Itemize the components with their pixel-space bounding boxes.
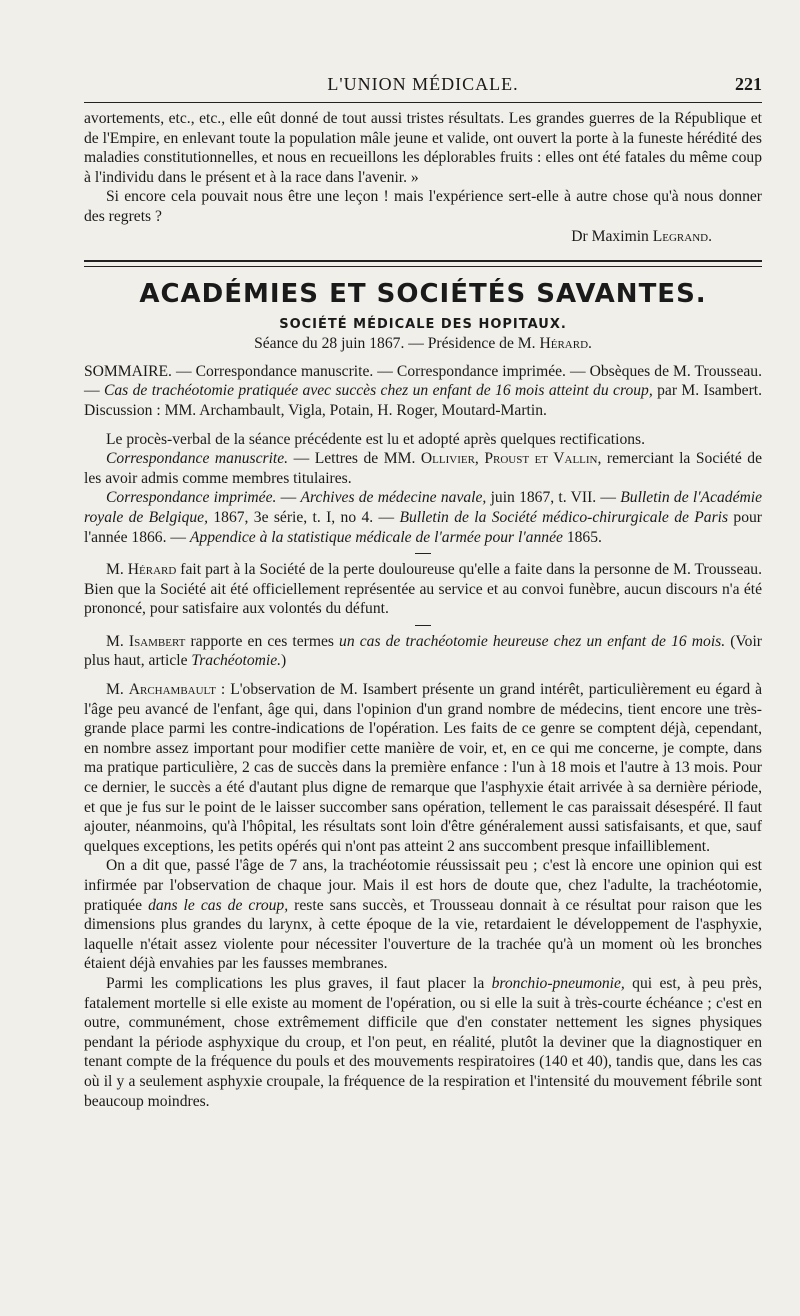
arch-text-1: M. — [106, 681, 129, 699]
separator-dash — [415, 625, 431, 626]
corr-manus-text-2: remerciant la Société de les avoir admis comme membres titulaires. — [84, 450, 762, 487]
corr-imp-i1: Archives de médecine navale, — [300, 489, 487, 507]
intro-paragraph-1: avortements, etc., etc., elle eût donné de tout aussi tristes résultats. Les grandes guerres de la République et de l'Empire, en enlevant toute la population mâle jeune et valide, ont ouvert la porte à la funeste hérédité des maladies constitutionnelles, et nous en recueillons les déplorables fruits : elles ont été fatales du même coup à l'individu dans le présent et à la race dans l'avenir. » — [84, 110, 762, 186]
intro-paragraph-2: Si encore cela pouvait nous être une leçon ! mais l'expérience sert-elle à autre chose qu'à nous donner des regrets ? — [84, 188, 762, 225]
isambert-text-4: ) — [281, 652, 287, 670]
correspondance-imprimee-paragraph — [84, 488, 762, 547]
isambert-italic: un cas de trachéotomie heureuse chez un enfant de 16 mois. — [339, 632, 726, 650]
compl-text-1: Parmi les complications les plus graves, il faut placer la — [106, 974, 492, 992]
spacer — [84, 671, 762, 680]
summary-italic: Cas de trachéotomie pratiquée avec succès chez un enfant de 16 mois atteint du croup, — [103, 382, 653, 400]
age-text-1: On a dit que, passé l'âge de 7 ans, la trachéotomie réussissait peu ; c'est là encore une opinion qui est infirmée par l'observation de chaque jour. Mais il est hors de doute que, chez l'adulte, la trachéotomie, pratiquée — [84, 857, 762, 914]
isambert-italic-2: Trachéotomie. — [191, 652, 282, 670]
complications-paragraph — [84, 974, 762, 1111]
session-line — [84, 334, 762, 354]
compl-text-2: qui est, à peu près, fatalement mortelle si elle existe au moment de l'opération, ou si elle la suit à très-courte échéance ; c'est en outre, communément, chose extrêmement difficile que d'en constater nettement les signes physiques pendant la période asphyxique du croup, et l'on peut, en réalité, plutôt la deviner que la diagnostiquer en tenant compte de la fréquence du pouls et des mouvements respiratoires (140 et 40), tandis que, dans les cas où il y a seulement asphyxie croupale, la fréquence de la respiration et l'intensité du mouvement fébrile sont beaucoup moindres. — [84, 974, 762, 1110]
proces-verbal-paragraph: Le procès-verbal de la séance précédente est lu et adopté après quelques rectifications. — [106, 430, 646, 448]
corr-imp-t4: pour l'année 1866. — — [84, 508, 762, 546]
corr-imp-t1: — — [276, 489, 301, 507]
section-title: ACADÉMIES ET SOCIÉTÉS SAVANTES. — [139, 279, 707, 310]
separator-dash — [415, 553, 431, 554]
isambert-paragraph — [84, 632, 762, 671]
corr-imp-t5: 1865. — [562, 528, 602, 546]
corr-imp-i3: Bulletin de la Société médico-chirurgicale de Paris — [399, 508, 729, 526]
arch-name: Archambault — [128, 681, 216, 699]
session-prefix: Séance du 28 juin 1867. — Présidence de M. — [254, 335, 540, 353]
corr-imp-t3: 1867, 3e série, t. I, no 4. — — [208, 508, 400, 526]
isambert-text-1: M. — [106, 632, 129, 650]
summary-paragraph — [84, 362, 762, 421]
corr-manus-names: Ollivier, Proust et Vallin, — [420, 450, 602, 468]
running-head — [84, 72, 762, 103]
corr-imp-label: Correspondance imprimée. — [106, 489, 277, 507]
corr-manus-text: — Lettres de MM. — [288, 450, 421, 468]
isambert-name: Isambert — [128, 632, 186, 650]
compl-italic: bronchio-pneumonie, — [491, 974, 625, 992]
section-rule — [84, 260, 762, 267]
arch-text-2: : L'observation de M. Isambert présente un grand intérêt, particulièrement eu égard à l'âge peu avancé de l'enfant, âge qui, dans l'opinion d'un grand nombre de médecins, tient encore une très-grande place parmi les contre-indications de l'opération. Les faits de ce genre se comptent déjà, cependant, en nombre assez important pour modifier cette manière de voir, et, en ce qui me concerne, je compte, dans ma pratique particulière, 2 cas de succès dans la première enfance : l'un à 18 mois et l'autre à 13 mois. Pour ce dernier, le succès a été d'autant plus digne de remarque que l'asphyxie était arrivée à sa dernière période, et que je fus sur le point de le laisser succomber sans opération, tellement le cas paraissait désespéré. Il faut ajouter, néanmoins, qu'à l'hôpital, les résultats sont loin d'être généralement aussi satisfaisants, et que, sauf quelques exceptions, les petits opérés qui n'ont pas atteint 2 ans succombent presque infailliblement. — [84, 681, 762, 855]
isambert-text-2: rapporte en ces termes — [185, 632, 340, 650]
corr-imp-t2: juin 1867, t. VII. — — [486, 489, 621, 507]
corr-manus-label: Correspondance manuscrite. — [106, 450, 289, 468]
herard-name: Hérard — [127, 561, 177, 579]
page-number: 221 — [735, 74, 762, 94]
spacer — [84, 421, 762, 430]
author-signature — [84, 227, 762, 247]
herard-text-2: fait part à la Société de la perte douloureuse qu'elle a faite dans la personne de M. Trousseau. Bien que la Société ait été officiellement représentée au service et au convoi funèbre, aucun discours n'a été prononcé, pour satisfaire aux volontés du défunt. — [84, 561, 762, 618]
herard-paragraph — [84, 560, 762, 619]
archambault-paragraph — [84, 680, 762, 856]
session-president: Hérard. — [539, 335, 592, 353]
age-text-2: reste sans succès, et Trousseau donnait à ce résultat pour raison que les dimensions plus grandes du larynx, à cette époque de la vie, retardaient le développement de l'asphyxie, laquelle n'était assez violente pour nécessiter l'ouverture de la trachée qu'à un moment où les bronches étaient déjà envahies par les fausses membranes. — [84, 896, 763, 973]
summary-lead: SOMMAIRE. — Correspondance manuscrite. — Correspondance imprimée. — Obsèques de M. Trousseau. — — [84, 362, 762, 400]
signature-prefix: Dr Maximin — [571, 227, 653, 245]
age-paragraph — [84, 856, 762, 974]
society-title: SOCIÉTÉ MÉDICALE DES HOPITAUX. — [279, 317, 567, 333]
corr-imp-i2: Bulletin de l'Académie royale de Belgique, — [84, 489, 763, 526]
running-title: L'UNION MÉDICALE. — [327, 74, 519, 94]
correspondance-manuscrite-paragraph — [84, 449, 762, 488]
summary-tail: par M. Isambert. Discussion : MM. Archambault, Vigla, Potain, H. Roger, Moutard-Martin. — [84, 382, 762, 419]
age-italic: dans le cas de croup, — [148, 896, 289, 914]
isambert-text-3: (Voir plus haut, article — [84, 632, 762, 670]
corr-imp-i4: Appendice à la statistique médicale de l'armée pour l'année — [189, 528, 563, 546]
herard-text-1: M. — [106, 561, 128, 579]
signature-name: Legrand. — [652, 227, 712, 245]
